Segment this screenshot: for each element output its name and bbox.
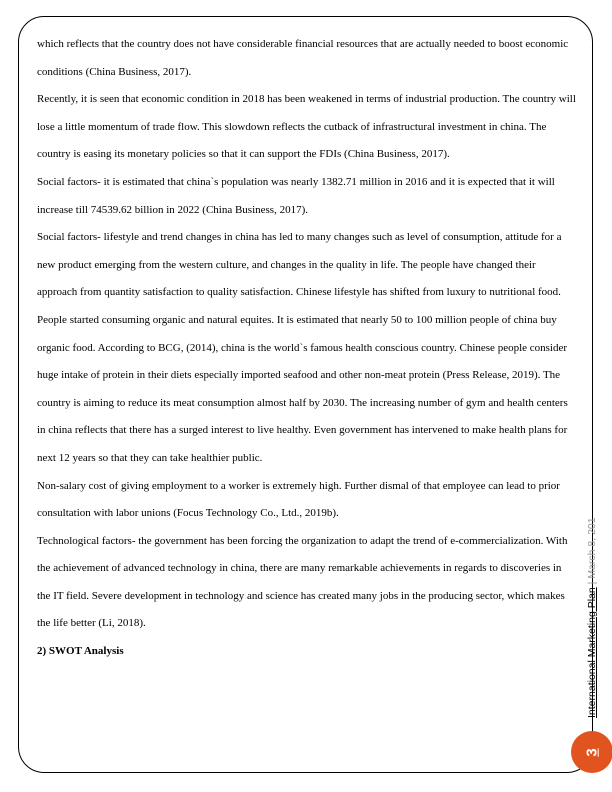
document-body (37, 31, 577, 666)
paragraph: Non-salary cost of giving employment to a worker is extremely high. Further dismal of that employee can lead to prior consultation with labor unions (Focus Technology Co., Ltd., 2019b). (37, 479, 560, 520)
paragraph: Recently, it is seen that economic condition in 2018 has been weakened in terms of industrial production. The country will lose a little momentum of trade flow. This slowdown reflects the cutback of infrastructural investment in china. The country is easing its monetary policies so that it can support the FDIs (China Business, 2017). (37, 93, 576, 161)
page-number-badge (571, 731, 612, 773)
section-heading: 2) SWOT Analysis (37, 645, 124, 658)
paragraph: Technological factors- the government has been forcing the organization to adapt the trend of e-commercialization. With the achievement of advanced technology in china, there are many remarkable achievements in regards to discoveries in the IT field. Severe development in technology and science has created many jobs in the producing sector, which makes the life better (Li, 2018). (37, 534, 568, 630)
title-separator: | (586, 581, 598, 585)
page-number: 3 (583, 747, 601, 757)
document-date: March 8, 201 (586, 517, 598, 579)
paragraph: which reflects that the country does not have considerable financial resources that are actually needed to boost economic conditions (China Business, 2017). (37, 38, 569, 78)
document-title: International Marketing Plan (586, 587, 598, 718)
sidebar-header (585, 517, 599, 718)
paragraph: Social factors- it is estimated that china`s population was nearly 1382.71 million in 2016 and it is expected that it will increase till 74539.62 billion in 2022 (China Business, 2017). (37, 175, 555, 216)
paragraph: Social factors- lifestyle and trend changes in china has led to many changes such as level of consumption, attitude for a new product emerging from the western culture, and changes in the quality in life. The people have changed their approach from quantity satisfaction to quality satisfaction. Chinese lifestyle has shifted from luxury to nutritional food. People started consuming organic and natural equites. It is estimated that nearly 50 to 100 million people of china buy organic food. According to BCG, (2014), china is the world`s famous health conscious country. Chinese people consider huge intake of protein in their diets especially imported seafood and other non-meat protein (Press Release, 2019). The country is aiming to reduce its meat consumption almost half by 2030. The increasing number of gym and health centers in china reflects that there has a surged interest to live healthy. Even government has intervened to make health plans for next 12 years so that they can take healthier public. (37, 231, 568, 464)
